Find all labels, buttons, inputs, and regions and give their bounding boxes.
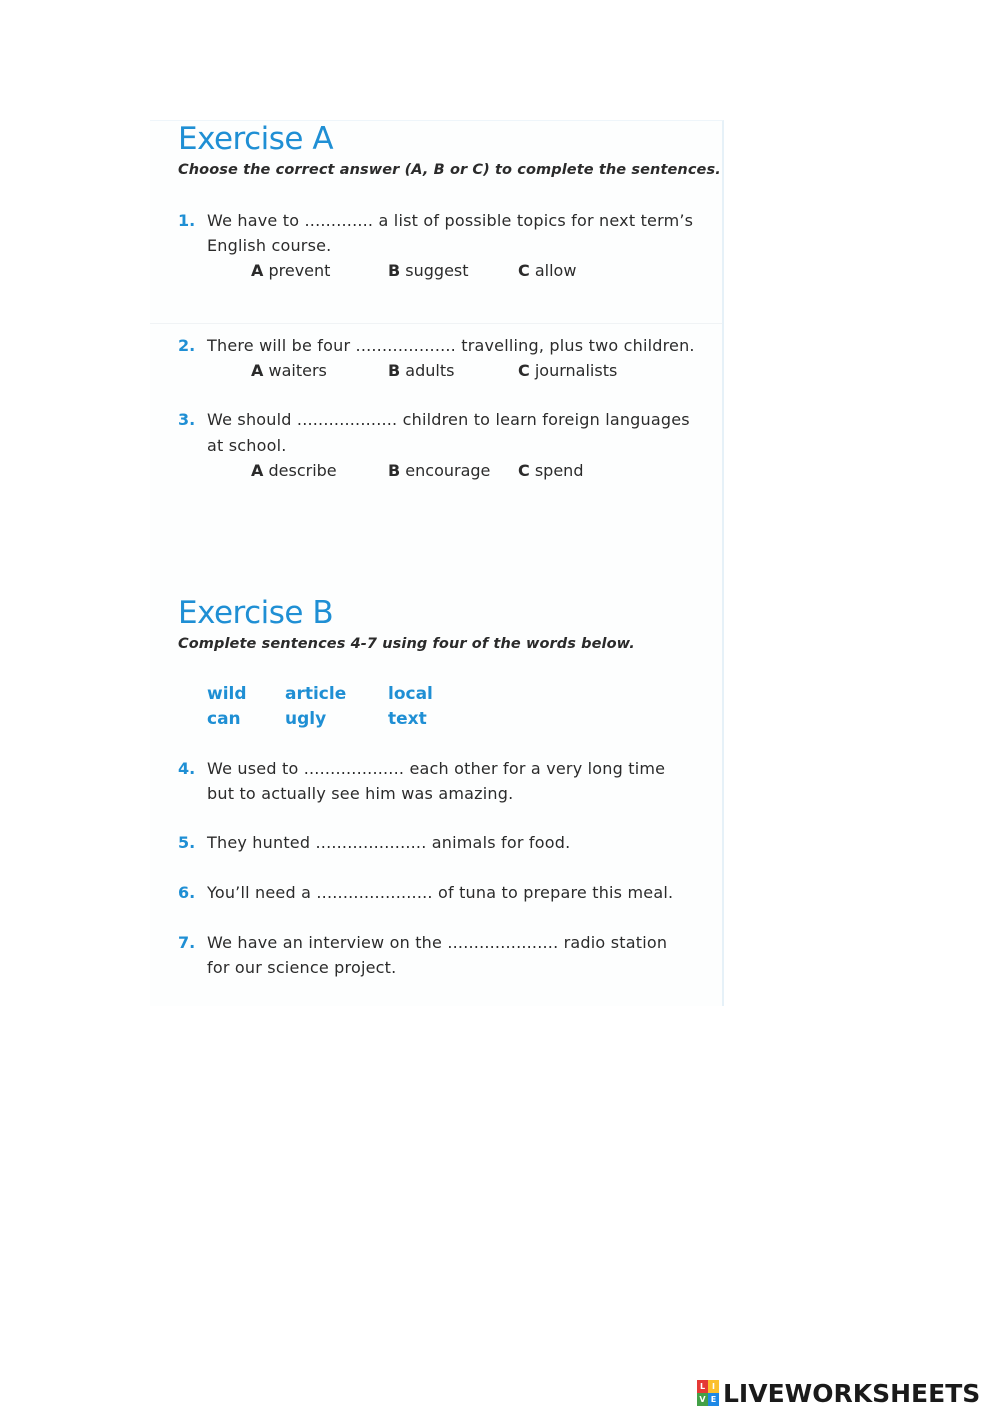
option-b[interactable]: B encourage xyxy=(388,461,491,480)
question-text: There will be four ................... travelling, plus two children. xyxy=(207,336,695,355)
exercise-b-title: Exercise B xyxy=(178,595,334,631)
question-text: We should ................... children to learn foreign languages xyxy=(207,410,690,429)
word-bank-item: article xyxy=(285,684,347,704)
option-b[interactable]: B adults xyxy=(388,361,455,380)
question-number: 7. xyxy=(178,933,196,952)
exercise-b-instruction: Complete sentences 4-7 using four of the words below. xyxy=(178,636,635,652)
word-bank-item: text xyxy=(388,709,427,729)
question-text: We have an interview on the ..................... radio station xyxy=(207,933,668,952)
option-b[interactable]: B suggest xyxy=(388,261,469,280)
question-text: They hunted ..................... animals for food. xyxy=(207,833,571,852)
question-text-continued: for our science project. xyxy=(207,958,397,977)
scan-seam xyxy=(150,323,722,324)
question-text-continued: but to actually see him was amazing. xyxy=(207,784,514,803)
option-c[interactable]: C allow xyxy=(518,261,577,280)
option-a[interactable]: A waiters xyxy=(251,361,327,380)
option-c[interactable]: C journalists xyxy=(518,361,618,380)
question-number: 6. xyxy=(178,883,196,902)
option-a[interactable]: A prevent xyxy=(251,261,331,280)
word-bank-item: wild xyxy=(207,684,247,704)
question-number: 4. xyxy=(178,759,196,778)
question-number: 5. xyxy=(178,833,196,852)
option-a[interactable]: A describe xyxy=(251,461,337,480)
word-bank-item: ugly xyxy=(285,709,327,729)
question-number: 2. xyxy=(178,336,196,355)
logo-text: LIVEWORKSHEETS xyxy=(723,1378,981,1408)
question-text: You’ll need a ...................... of tuna to prepare this meal. xyxy=(207,883,674,902)
question-text-continued: at school. xyxy=(207,436,287,455)
question-text: We have to ............. a list of possible topics for next term’s xyxy=(207,211,694,230)
liveworksheets-logo[interactable] xyxy=(697,1378,980,1408)
exercise-a-title: Exercise A xyxy=(178,121,334,157)
option-c[interactable]: C spend xyxy=(518,461,584,480)
word-bank-item: local xyxy=(388,684,433,704)
question-number: 3. xyxy=(178,410,196,429)
logo-mark-icon: L I V E xyxy=(697,1380,719,1406)
word-bank-item: can xyxy=(207,709,241,729)
question-text-continued: English course. xyxy=(207,236,332,255)
question-text: We used to ................... each other for a very long time xyxy=(207,759,666,778)
question-number: 1. xyxy=(178,211,196,230)
exercise-a-instruction: Choose the correct answer (A, B or C) to complete the sentences. xyxy=(178,162,721,178)
